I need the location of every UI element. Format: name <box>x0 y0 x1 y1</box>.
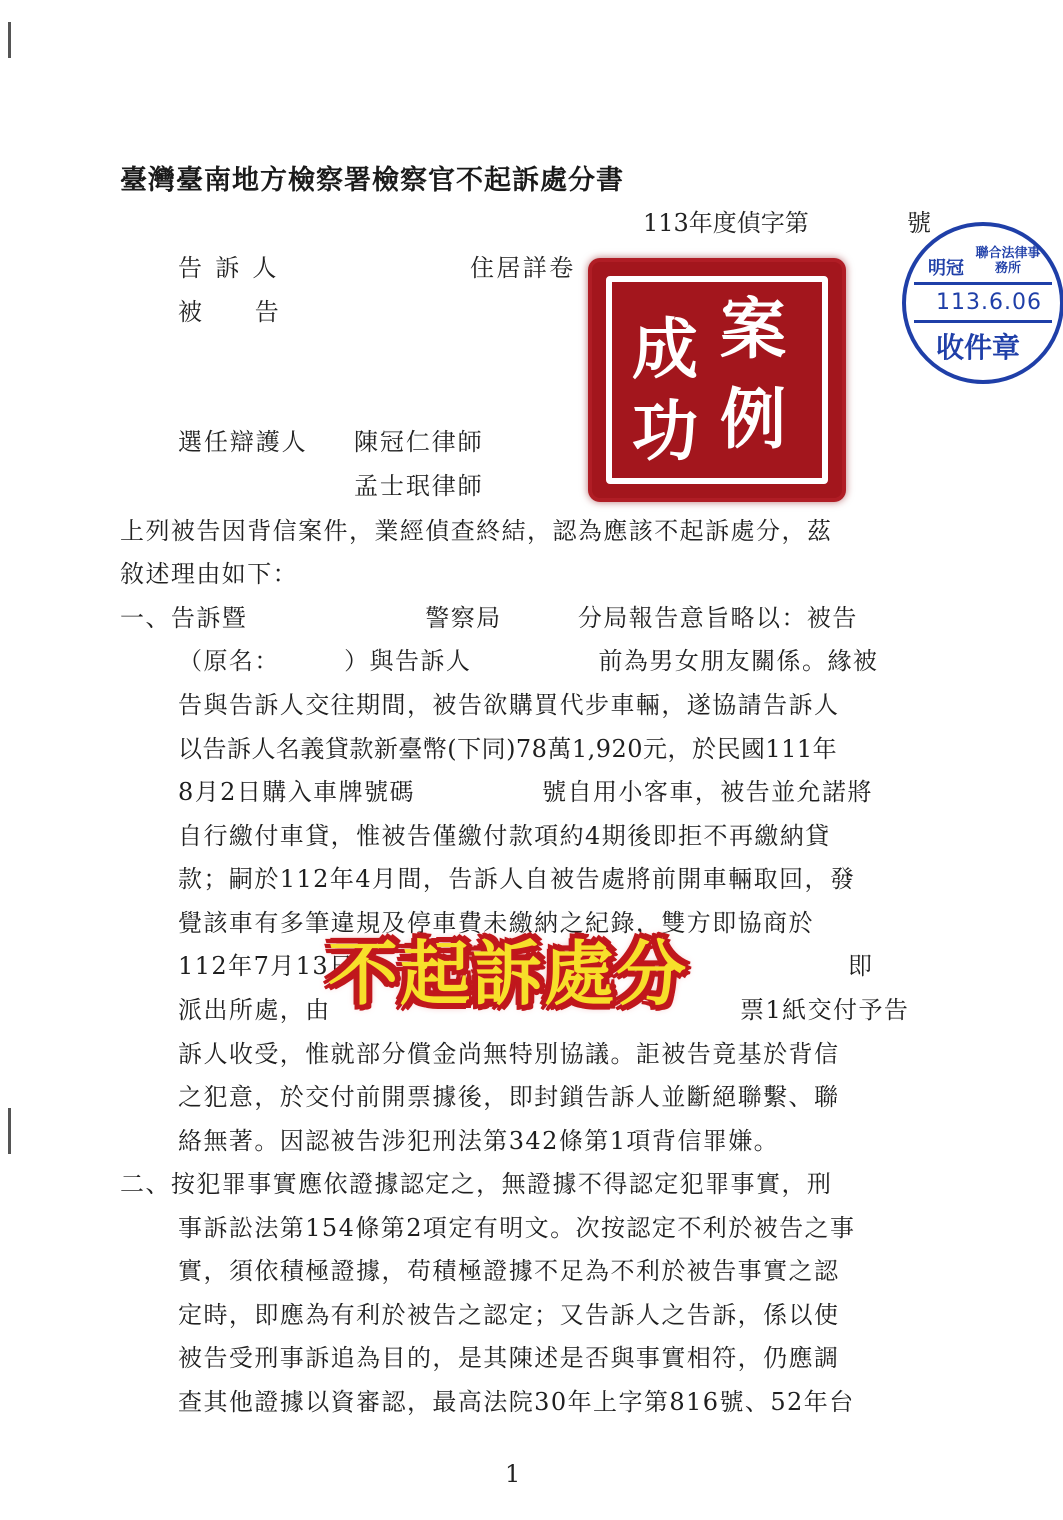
body-line: 敘述理由如下： <box>120 560 299 588</box>
stamp-date: 113.6.06 <box>936 290 1042 315</box>
seal-character: 例 <box>720 380 786 458</box>
body-line: 二、按犯罪事實應依證據認定之，無證據不得認定犯罪事實，刑 <box>120 1170 833 1198</box>
counsel-name: 孟士珉律師 <box>354 472 484 500</box>
red-seal <box>592 262 842 498</box>
body-line: 事訴訟法第154條第2項定有明文。次按認定不利於被告之事 <box>178 1214 856 1242</box>
body-line: 一、告訴暨 警察局 分局報告意旨略以：被告 <box>120 604 858 632</box>
seal-character: 功 <box>632 392 698 470</box>
body-line: 絡無著。因認被告涉犯刑法第342條第1項背信罪嫌。 <box>178 1127 780 1155</box>
body-line: 票1紙交付予告 <box>740 996 910 1024</box>
page-number: 1 <box>505 1460 521 1488</box>
scan-edge-mark <box>8 22 11 58</box>
body-line: 112年7月13日 <box>178 952 355 980</box>
case-number-prefix: 113年度偵字第 <box>643 209 809 237</box>
stamp-rule <box>914 320 1052 323</box>
complainant-label: 告訴人 <box>178 254 290 282</box>
body-line: 之犯意，於交付前開票據後，即封鎖告訴人並斷絕聯繫、聯 <box>178 1083 840 1111</box>
body-line: 覺該車有多筆違規及停車費未繳納之紀錄，雙方即協商於 <box>178 909 814 937</box>
counsel-name: 陳冠仁律師 <box>354 428 484 456</box>
stamp-label: 收件章 <box>936 331 1021 364</box>
body-line: 自行繳付車貸，惟被告僅繳付款項約4期後即拒不再繳納貸 <box>178 822 831 850</box>
seal-character: 案 <box>720 290 786 368</box>
stamp-firm: 聯合法律事務所 <box>975 246 1041 276</box>
body-line: 8月2日購入車牌號碼 號自用小客車，被告並允諾將 <box>178 778 873 806</box>
document-title: 臺灣臺南地方檢察署檢察官不起訴處分書 <box>120 165 624 196</box>
stamp-rule <box>914 282 1052 285</box>
body-line: 款；嗣於112年4月間，告訴人自被告處將前開車輛取回，發 <box>178 865 856 893</box>
seal-character: 成 <box>632 310 698 388</box>
body-line: （原名： ）與告訴人 前為男女朋友關係。緣被 <box>178 647 879 675</box>
body-line: 即 <box>848 952 874 980</box>
complainant-address: 住居詳卷 <box>470 254 576 282</box>
body-line: 上列被告因背信案件，業經偵查終結，認為應該不起訴處分，茲 <box>120 517 833 545</box>
body-line: 告與告訴人交往期間，被告欲購買代步車輛，遂協請告訴人 <box>178 691 840 719</box>
verdict-overlay-text: 不起訴處分 <box>328 933 688 1015</box>
stamp-name: 明冠 <box>928 258 964 279</box>
body-line: 被告受刑事訴追為目的，是其陳述是否與事實相符，仍應調 <box>178 1344 840 1372</box>
body-line: 訴人收受，惟就部分償金尚無特別協議。詎被告竟基於背信 <box>178 1040 840 1068</box>
body-line: 實，須依積極證據，苟積極證據不足為不利於被告事實之認 <box>178 1257 840 1285</box>
body-line: 以告訴人名義貸款新臺幣(下同)78萬1,920元，於民國111年 <box>178 735 838 763</box>
case-number-suffix: 號 <box>907 209 931 237</box>
scan-edge-mark <box>8 1108 11 1154</box>
body-line: 派出所處，由 <box>178 996 331 1024</box>
receipt-stamp <box>902 222 1063 384</box>
defendant-label: 被告 <box>178 298 332 326</box>
case-number <box>643 203 931 238</box>
body-line: 查其他證據以資審認，最高法院30年上字第816號、52年台 <box>178 1388 855 1416</box>
counsel-label: 選任辯護人 <box>178 428 308 456</box>
body-line: 定時，即應為有利於被告之認定；又告訴人之告訴，係以使 <box>178 1301 840 1329</box>
